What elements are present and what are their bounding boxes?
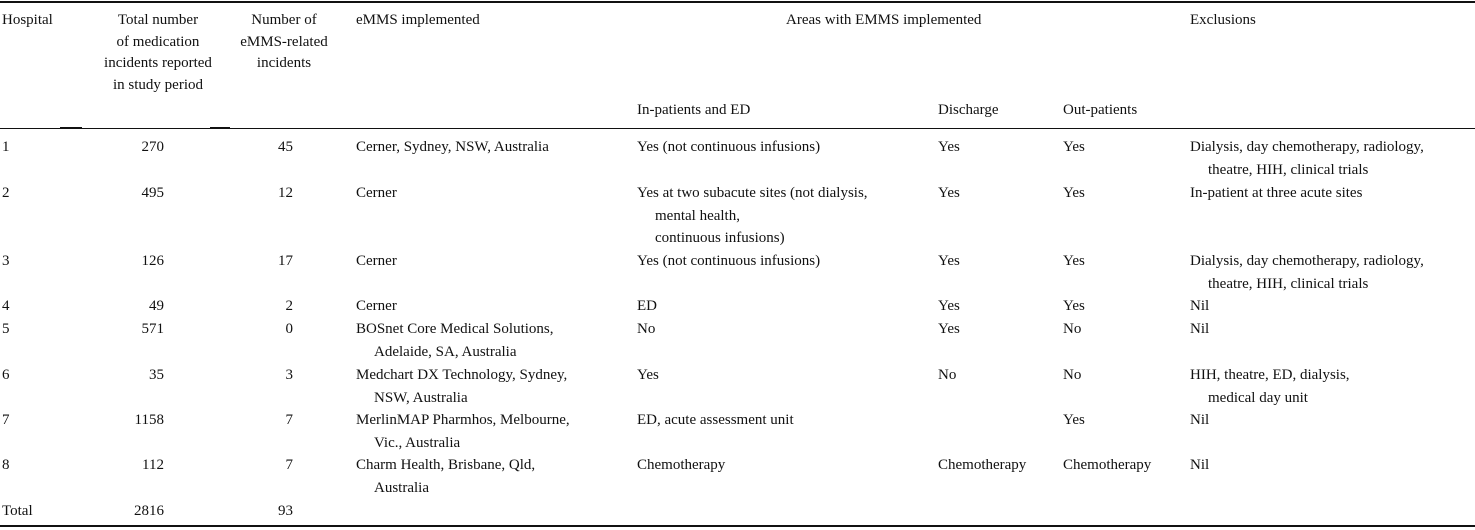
cell-total-incidents: 35 bbox=[149, 367, 164, 383]
cell-outpatients: No bbox=[1063, 367, 1082, 383]
cell-hospital: 4 bbox=[2, 298, 10, 314]
cell-hospital: 1 bbox=[2, 139, 10, 155]
cell-hospital: 8 bbox=[2, 457, 10, 473]
cell-inpatients: Yes (not continuous infusions) bbox=[637, 139, 821, 155]
header-emms-incidents: Number of bbox=[251, 12, 317, 28]
cell-outpatients: Yes bbox=[1063, 253, 1085, 269]
cell-exclusions: Nil bbox=[1190, 412, 1210, 428]
cell-exclusions: Nil bbox=[1190, 321, 1210, 337]
cell-outpatients: No bbox=[1063, 321, 1082, 337]
cell-inpatients: ED, acute assessment unit bbox=[637, 412, 794, 428]
cell-discharge: Yes bbox=[938, 298, 960, 314]
total-emms-incidents: 93 bbox=[278, 503, 293, 519]
cell-outpatients: Chemotherapy bbox=[1063, 457, 1152, 473]
cell-emms-incidents: 45 bbox=[278, 139, 293, 155]
cell-emms-incidents: 12 bbox=[278, 185, 293, 201]
cell-emms-incidents: 0 bbox=[285, 321, 293, 337]
cell-emms: Cerner bbox=[356, 185, 397, 201]
cell-emms-incidents: 17 bbox=[278, 253, 293, 269]
cell-emms: Vic., Australia bbox=[374, 434, 461, 451]
cell-hospital: 6 bbox=[2, 367, 10, 383]
cell-exclusions: theatre, HIH, clinical trials bbox=[1208, 161, 1369, 178]
cell-exclusions: Nil bbox=[1190, 298, 1210, 314]
header-emms-implemented: eMMS implemented bbox=[356, 12, 480, 28]
cell-hospital: 5 bbox=[2, 321, 10, 337]
header-total-incidents: incidents reported bbox=[104, 55, 212, 71]
cell-emms: Australia bbox=[374, 479, 429, 496]
cell-emms: BOSnet Core Medical Solutions, bbox=[356, 321, 554, 337]
cell-exclusions: HIH, theatre, ED, dialysis, bbox=[1190, 367, 1350, 383]
header-areas-group: Areas with EMMS implemented bbox=[786, 12, 982, 28]
cell-discharge: Yes bbox=[938, 253, 960, 269]
cell-hospital: 7 bbox=[2, 412, 10, 428]
cell-discharge: Yes bbox=[938, 321, 960, 337]
header-inpatients: In-patients and ED bbox=[637, 102, 751, 118]
cell-exclusions: Dialysis, day chemotherapy, radiology, bbox=[1190, 139, 1424, 155]
cell-outpatients: Yes bbox=[1063, 139, 1085, 155]
cell-hospital: 2 bbox=[2, 185, 10, 201]
header-emms-incidents: incidents bbox=[256, 55, 312, 71]
header-discharge: Discharge bbox=[938, 102, 999, 118]
top-rule bbox=[0, 1, 1475, 3]
cell-exclusions: Nil bbox=[1190, 457, 1210, 473]
header-outpatients: Out-patients bbox=[1063, 102, 1138, 118]
cell-inpatients: ED bbox=[637, 298, 657, 314]
cell-emms-incidents: 7 bbox=[285, 412, 293, 428]
cell-emms: Adelaide, SA, Australia bbox=[374, 343, 517, 360]
cell-emms: Cerner, Sydney, NSW, Australia bbox=[356, 139, 549, 155]
cell-total-incidents: 126 bbox=[141, 253, 164, 269]
cell-total-incidents: 571 bbox=[141, 321, 164, 337]
cell-discharge: Yes bbox=[938, 185, 960, 201]
cell-inpatients: mental health, bbox=[655, 207, 740, 224]
cell-inpatients: Yes (not continuous infusions) bbox=[637, 253, 821, 269]
header-total-incidents: of medication bbox=[116, 33, 200, 50]
cell-inpatients: Yes bbox=[637, 367, 659, 383]
cell-emms-incidents: 7 bbox=[285, 457, 293, 473]
cell-emms: Cerner bbox=[356, 253, 397, 269]
bottom-rule bbox=[0, 525, 1475, 527]
cell-hospital: 3 bbox=[2, 253, 10, 269]
cell-total-incidents: 1158 bbox=[134, 412, 164, 428]
cell-inpatients: continuous infusions) bbox=[655, 230, 785, 246]
cell-outpatients: Yes bbox=[1063, 412, 1085, 428]
cell-inpatients: No bbox=[637, 321, 656, 337]
cell-total-incidents: 495 bbox=[141, 185, 164, 201]
cell-emms: Medchart DX Technology, Sydney, bbox=[356, 367, 568, 383]
cell-discharge: Chemotherapy bbox=[938, 457, 1027, 473]
cell-outpatients: Yes bbox=[1063, 185, 1085, 201]
cell-emms-incidents: 2 bbox=[285, 298, 293, 314]
cell-emms: NSW, Australia bbox=[374, 389, 468, 406]
header-emms-incidents: eMMS-related bbox=[240, 33, 328, 50]
cell-discharge: No bbox=[938, 367, 957, 383]
header-hospital: Hospital bbox=[2, 12, 53, 28]
cell-exclusions: theatre, HIH, clinical trials bbox=[1208, 275, 1369, 292]
cell-outpatients: Yes bbox=[1063, 298, 1085, 314]
cell-emms: Cerner bbox=[356, 298, 397, 314]
cell-inpatients: Yes at two subacute sites (not dialysis, bbox=[637, 185, 868, 201]
cell-inpatients: Chemotherapy bbox=[637, 457, 726, 473]
cell-emms: MerlinMAP Pharmhos, Melbourne, bbox=[356, 412, 570, 428]
cell-discharge: Yes bbox=[938, 139, 960, 155]
header-total-incidents: in study period bbox=[113, 76, 203, 93]
header-exclusions: Exclusions bbox=[1190, 12, 1256, 28]
header-stub-line bbox=[210, 127, 230, 128]
cell-total-incidents: 112 bbox=[142, 457, 164, 473]
total-incidents: 2816 bbox=[134, 503, 164, 519]
header-total-incidents: Total number bbox=[117, 12, 199, 28]
header-rule bbox=[0, 128, 1475, 129]
cell-total-incidents: 270 bbox=[141, 139, 164, 155]
cell-exclusions: medical day unit bbox=[1208, 389, 1308, 406]
cell-exclusions: In-patient at three acute sites bbox=[1190, 185, 1363, 201]
total-label: Total bbox=[2, 503, 33, 519]
cell-total-incidents: 49 bbox=[149, 298, 164, 314]
cell-exclusions: Dialysis, day chemotherapy, radiology, bbox=[1190, 253, 1424, 269]
cell-emms: Charm Health, Brisbane, Qld, bbox=[356, 457, 536, 473]
header-stub-line bbox=[60, 127, 82, 128]
cell-emms-incidents: 3 bbox=[285, 367, 293, 383]
